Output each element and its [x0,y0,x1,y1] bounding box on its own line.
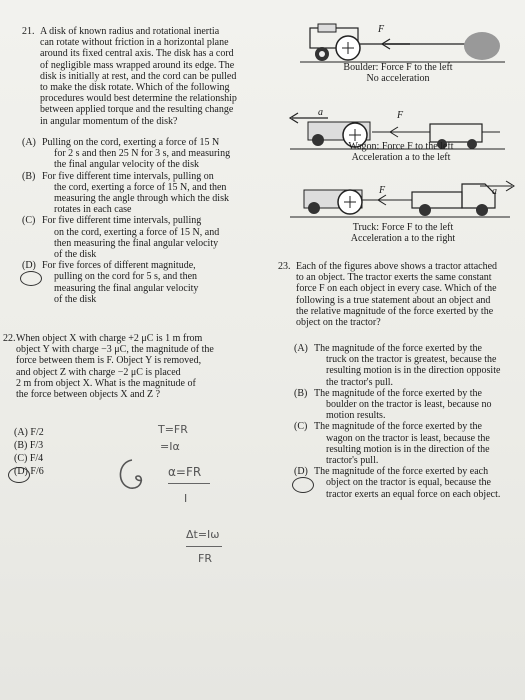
option-text: then measuring the final angular velocity [54,237,219,249]
option-text: For five different time intervals, pulling on [42,170,214,182]
acceleration-label: a [318,107,323,118]
question-stem [16,333,214,400]
figure-caption: Wagon: Force F to the left Acceleration a to the left [348,141,454,163]
answer-option[interactable] [294,343,500,388]
force-label: F [397,110,404,121]
option-text: of the disk [54,249,97,261]
option-text: For five forces of different magnitude, [42,260,196,272]
option-text: pulling on the cord for 5 s, and then [54,271,198,283]
question-stem-line: can rotate without friction in a horizontal plane [40,37,229,49]
answer-option[interactable] [22,260,230,305]
option-text: the tractor's pull. [326,376,394,388]
option-text: rotates in each case [54,204,132,216]
option-text: wagon on the tractor is least, because the [326,432,490,444]
force-label: F [378,24,385,35]
option-text: boulder on the tractor is least, because no [326,399,492,411]
question-stem-line: A disk of known radius and rotational inertia [40,26,220,37]
option-text: The magnitude of the force exerted by the [314,421,482,433]
question-stem-line: Each of the figures above shows a tractor attached [296,261,498,272]
option-text: of the disk [54,293,97,305]
option-text: The magnitude of the force exerted by the [314,387,482,399]
answer-option[interactable] [294,421,500,466]
force-label: F [379,185,386,196]
question-stem-line: around its fixed central axis. The disk has a cord [40,48,234,60]
option-letter: (D) [294,466,308,478]
answer-option[interactable]: (D) F/6 [14,466,44,477]
question-stem-line: and object Z with charge −2 μC is placed [16,366,181,378]
question-number: 21. [22,26,35,37]
option-text: For five different time intervals, pulling [42,215,202,227]
handwritten-note: T=FR [158,423,188,436]
question-stem-line: following is a true statement about an object and [296,294,491,306]
question-stem-line: of negligible mass wrapped around its edge. The [40,59,235,71]
option-text: Pulling on the cord, exerting a force of 15 N [42,137,220,148]
option-text: The magnitude of the force exerted by the [314,343,482,354]
option-text: motion results. [326,410,386,422]
option-text: on the cord, exerting a force of 15 N, and [54,226,220,238]
question-stem-line: force F on each object in every case. Which of the [296,283,497,295]
option-text: resulting motion is in the direction of the [326,443,490,455]
question-number: 23. [278,261,291,272]
answer-option[interactable] [294,466,500,500]
option-letter: (A) [22,137,36,148]
acceleration-label: a [492,186,497,197]
selected-answer-circle [292,477,314,493]
handwritten-note: FR [198,552,212,565]
option-letter: (A) [294,343,308,354]
answer-option[interactable] [294,388,500,422]
option-letter: (C) [294,421,308,433]
answer-option[interactable] [22,215,230,260]
option-letter: (C) [22,215,36,227]
option-text: measuring the final angular velocity [54,282,199,294]
selected-answer-circle [8,467,30,483]
figure-caption: Truck: Force F to the left Acceleration a to the right [350,222,456,244]
option-text: tractor exerts an equal force on each object. [326,488,501,500]
answer-options [294,343,500,500]
answer-option[interactable]: (C) F/4 [14,453,44,464]
question-stem-line: 2 m from object X. What is the magnitude of [16,377,196,389]
selected-answer-circle [20,271,42,286]
answer-option[interactable] [22,137,230,171]
option-text: for 2 s and then 25 N for 3 s, and measuring [54,148,231,160]
option-text: tractor's pull. [326,455,379,467]
question-stem-line: disk is initially at rest, and the cord can be pulled [40,70,237,82]
answer-option[interactable]: (A) F/2 [14,427,44,438]
question-stem-line: force between them is F. Object Y is removed, [16,355,202,367]
answer-option[interactable]: (B) F/3 [14,440,44,451]
handwritten-note: Δt=Iω [186,528,220,541]
option-text: the cord, exerting a force of 15 N, and then [54,181,227,193]
option-text: truck on the tractor is greatest, because the [326,354,497,366]
question-stem-line: the force between objects X and Z ? [16,389,161,401]
option-text: object on the tractor is equal, because the [326,477,491,489]
question-stem-line: in angular momentum of the disk? [40,115,178,127]
question-stem [40,26,237,127]
option-text: measuring the angle through which the disk [54,193,229,205]
question-stem-line: between applied torque and the resulting change [40,104,234,116]
handwritten-note: =Iα [160,440,180,453]
question-stem-line: procedures would best determine the relationship [40,93,237,105]
tractor-boulder-drawing [300,20,510,65]
question-stem-line: When object X with charge +2 μC is 1 m from [16,333,203,344]
option-letter: (B) [294,387,308,399]
answer-option[interactable] [22,171,230,216]
figure-caption: Boulder: Force F to the left No acceleration [343,62,453,84]
option-text: resulting motion is in the direction opposite [326,365,501,377]
question-stem-line: object Y with charge −3 μC, the magnitude of the [16,344,214,356]
question-stem-line: to an object. The tractor exerts the same constant [296,272,492,284]
handwritten-note: α=FR [168,465,202,479]
question-stem-line: the relative magnitude of the force exerted by the [296,305,494,317]
question-stem-line: object on the tractor? [296,317,381,329]
question-stem-line: to make the disk rotate. Which of the following [40,82,230,94]
option-text: The magnitude of the force exerted by each [314,466,489,478]
option-letter: (D) [22,260,36,272]
option-letter: (B) [22,170,36,182]
option-text: the final angular velocity of the disk [54,159,199,171]
question-stem [296,261,497,328]
question-number: 22. [3,333,16,344]
answer-options [22,137,230,305]
handwritten-note: I [184,492,188,505]
handwritten-squiggle [112,454,152,494]
tractor-truck-drawing [290,178,515,220]
